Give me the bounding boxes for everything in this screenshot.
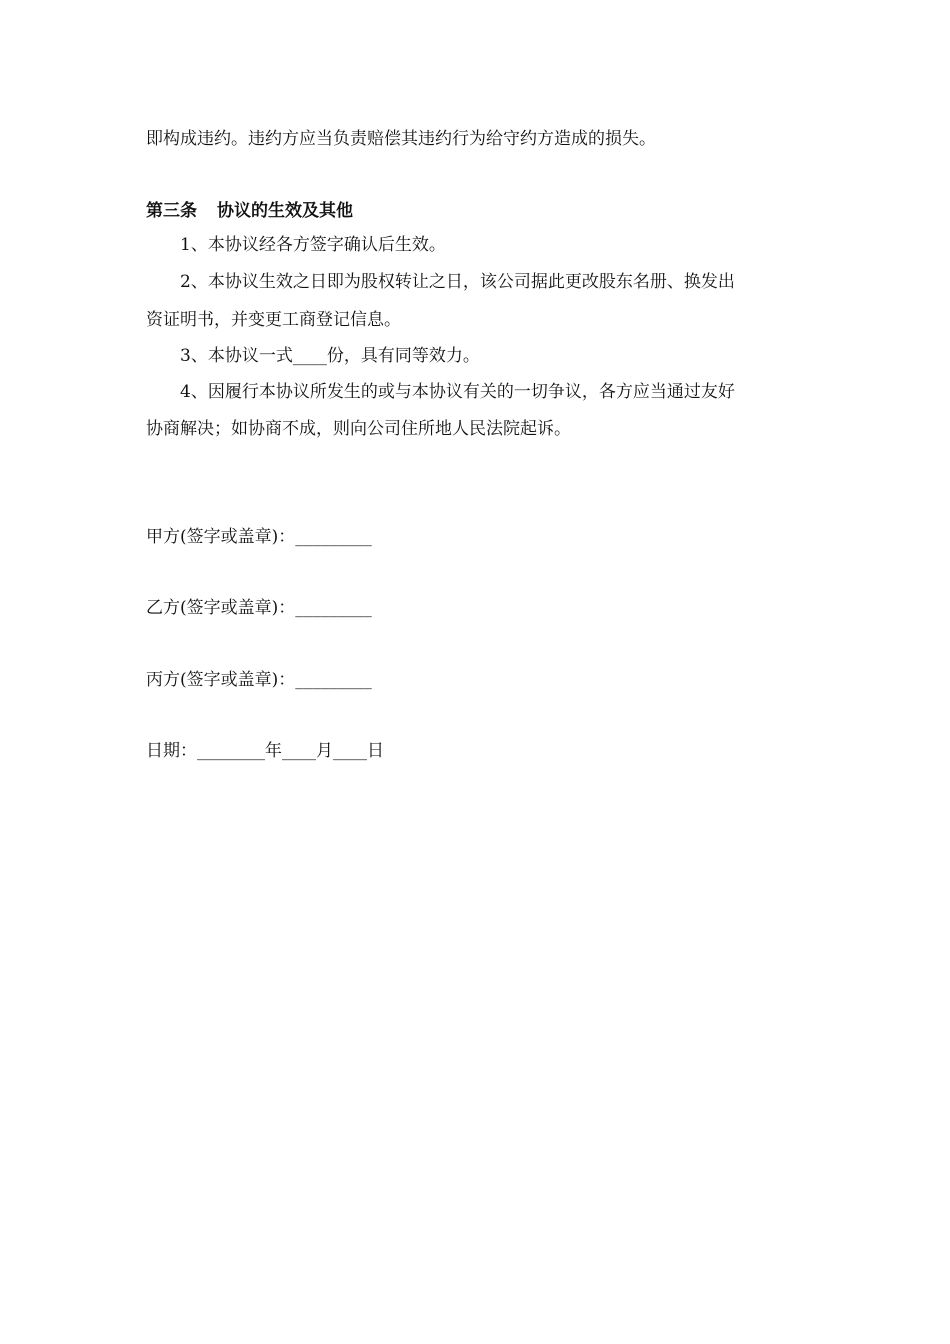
clause-4-line-1: 4、因履行本协议所发生的或与本协议有关的一切争议，各方应当通过友好 xyxy=(180,382,735,402)
party-c-signature-line: 丙方(签字或盖章)：_________ xyxy=(146,670,372,690)
date-line: 日期：________年____月____日 xyxy=(146,741,384,761)
clause-1: 1、本协议经各方签字确认后生效。 xyxy=(180,235,446,255)
section-number: 第三条 xyxy=(146,201,197,221)
section-title: 协议的生效及其他 xyxy=(217,201,353,221)
breach-continuation-text: 即构成违约。违约方应当负责赔偿其违约行为给守约方造成的损失。 xyxy=(146,129,656,149)
clause-2-line-2: 资证明书，并变更工商登记信息。 xyxy=(146,310,401,330)
clause-3: 3、本协议一式____份，具有同等效力。 xyxy=(180,346,480,366)
clause-4-line-2: 协商解决；如协商不成，则向公司住所地人民法院起诉。 xyxy=(146,419,571,439)
party-b-signature-line: 乙方(签字或盖章)：_________ xyxy=(146,598,372,618)
party-a-signature-line: 甲方(签字或盖章)：_________ xyxy=(146,527,372,547)
clause-2-line-1: 2、本协议生效之日即为股权转让之日，该公司据此更改股东名册、换发出 xyxy=(180,272,735,292)
section-heading xyxy=(146,200,353,222)
